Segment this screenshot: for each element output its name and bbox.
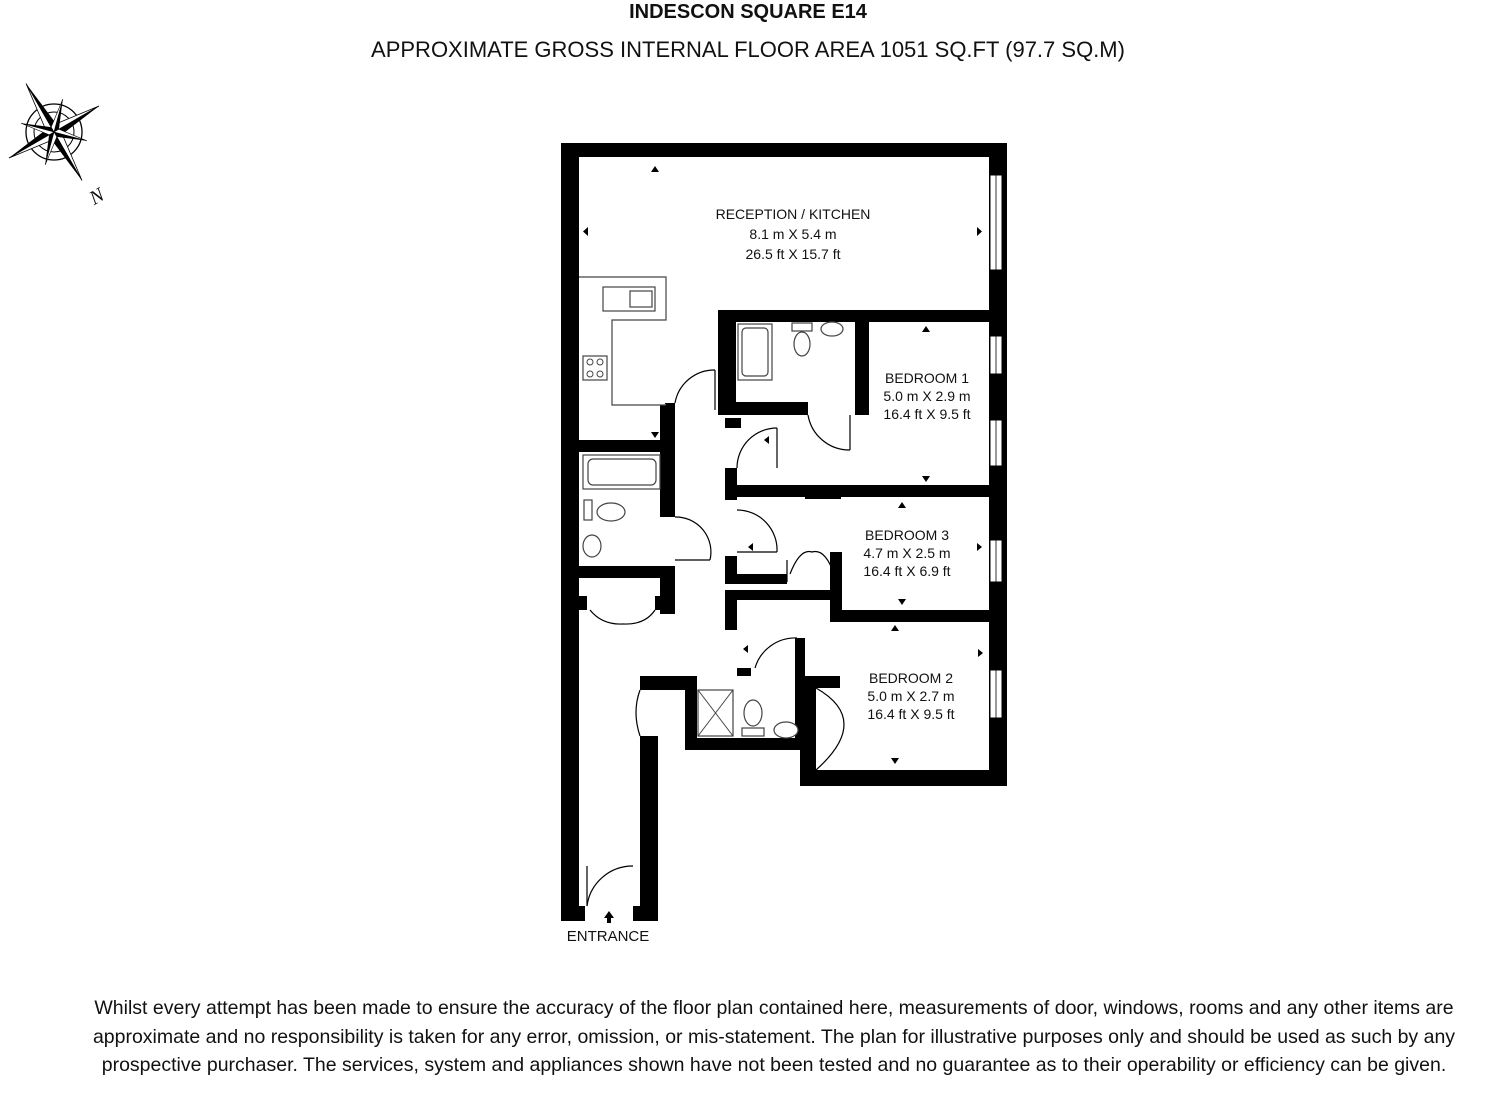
floor-area-subtitle: APPROXIMATE GROSS INTERNAL FLOOR AREA 1051 SQ.FT (97.7 SQ.M) [371, 37, 1125, 62]
room-name: BEDROOM 1 [884, 370, 970, 386]
ensuite-fixtures [738, 322, 843, 380]
bathroom-fixtures [583, 455, 660, 557]
room-metric: 5.0 m X 2.9 m [883, 388, 971, 404]
room-metric: 8.1 m X 5.4 m [749, 226, 837, 242]
shower-room-fixtures [698, 690, 798, 738]
disclaimer-text: Whilst every attempt has been made to ensure the accuracy of the floor plan contained here, measurements of door, windows, rooms and any other items are approximate and no responsibility is taken for any error, omission, or mis-statement. The plan for illustrative purposes only and should be used as such by any prospective purchaser. The services, system and appliances shown have not been tested and no guarantee as to their operability or efficiency can be given. [92, 997, 1456, 1076]
room-name: BEDROOM 2 [868, 670, 954, 686]
room-imperial: 16.4 ft X 6.9 ft [863, 563, 951, 579]
room-metric: 5.0 m X 2.7 m [867, 688, 955, 704]
plan-title: INDESCON SQUARE E14 [629, 1, 867, 23]
entrance-label: ENTRANCE [566, 928, 650, 945]
room-name: BEDROOM 3 [864, 527, 950, 543]
room-bedroom-3 [863, 527, 950, 579]
north-label: N [85, 183, 109, 210]
kitchen-units [579, 277, 666, 405]
room-reception-kitchen [716, 206, 871, 262]
room-metric: 4.7 m X 2.5 m [863, 545, 951, 561]
room-imperial: 26.5 ft X 15.7 ft [745, 246, 841, 262]
compass-rose-icon [0, 58, 127, 207]
room-imperial: 16.4 ft X 9.5 ft [867, 706, 955, 722]
room-name: RECEPTION / KITCHEN [715, 206, 871, 222]
room-bedroom-2 [867, 670, 954, 722]
room-imperial: 16.4 ft X 9.5 ft [883, 406, 971, 422]
room-bedroom-1 [883, 370, 970, 422]
